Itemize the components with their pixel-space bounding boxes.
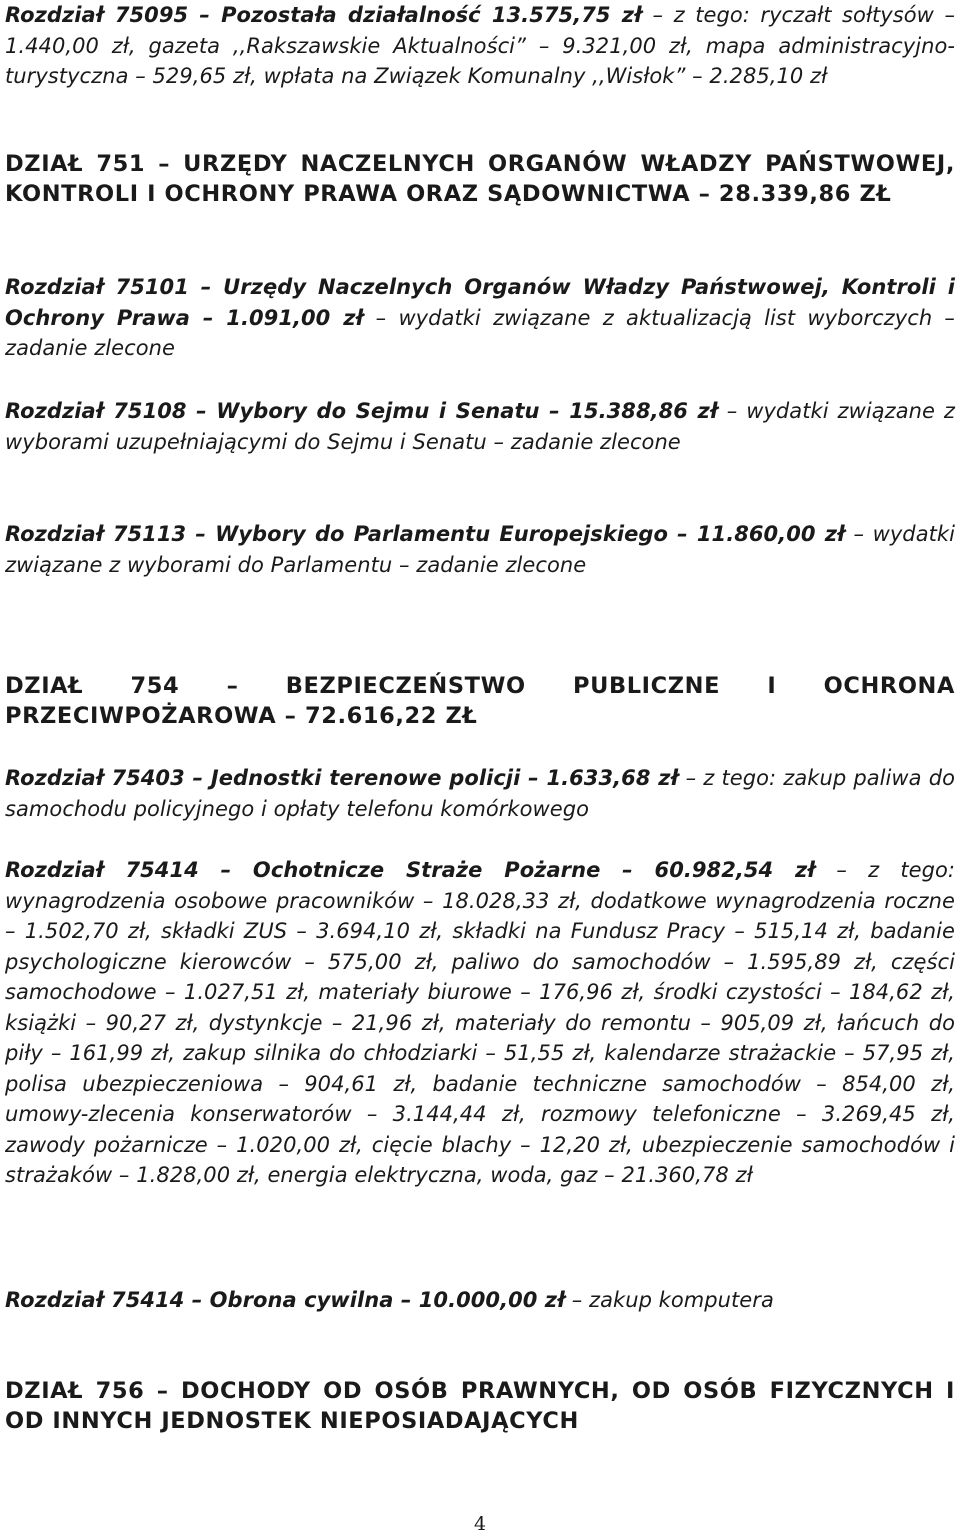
- section-heading: Rozdział 75101 – Urzędy Naczelnych Organów Władzy Państwowej, Kontroli i Ochrony Prawa – 1.091,00 zł: [5, 275, 955, 330]
- dzial-754: [5, 671, 955, 731]
- section-75101: [5, 272, 955, 364]
- page-number: 4: [473, 1513, 487, 1535]
- section-body: – z tego: ryczałt sołtysów – 1.440,00 zł, gazeta ,,Rakszawskie Aktualności” – 9.321,00 zł, mapa administracyjno-turystyczna – 529,65 zł, wpłata na Związek Komunalny ,,Wisłok” – 2.285,10 zł: [5, 3, 955, 88]
- paragraph: [5, 396, 955, 457]
- paragraph: [5, 1285, 955, 1316]
- paragraph: [5, 519, 955, 580]
- section-heading: Rozdział 75403 – Jednostki terenowe policji – 1.633,68 zł: [5, 766, 679, 790]
- paragraph: [5, 763, 955, 824]
- section-body: – wydatki związane z wyborami do Parlamentu – zadanie zlecone: [5, 522, 955, 577]
- paragraph: [5, 855, 955, 1191]
- dzial-heading: DZIAŁ 751 – URZĘDY NACZELNYCH ORGANÓW WŁADZY PAŃSTWOWEJ, KONTROLI I OCHRONY PRAWA ORAZ SĄDOWNICTWA – 28.339,86 ZŁ: [5, 151, 955, 207]
- dzial-heading: DZIAŁ 756 – DOCHODY OD OSÓB PRAWNYCH, OD OSÓB FIZYCZNYCH I OD INNYCH JEDNOSTEK NIEPOSIADAJĄCYCH: [5, 1378, 955, 1434]
- section-75414-obrona: [5, 1285, 955, 1316]
- paragraph: [5, 272, 955, 364]
- section-heading: Rozdział 75414 – Obrona cywilna – 10.000,00 zł: [5, 1288, 565, 1312]
- section-75414: [5, 855, 955, 1191]
- section-75403: [5, 763, 955, 824]
- section-body: – wydatki związane z aktualizacją list wyborczych – zadanie zlecone: [5, 305, 955, 360]
- section-heading: Rozdział 75095 – Pozostała działalność 13.575,75 zł: [5, 3, 642, 27]
- section-body: – z tego: wynagrodzenia osobowe pracowników – 18.028,33 zł, dodatkowe wynagrodzenia roczne – 1.502,70 zł, składki ZUS – 3.694,10 zł, składki na Fundusz Pracy – 515,14 zł, badanie psychologiczne kierowców – 575,00 zł, paliwo do samochodów – 1.595,89 zł, części samochodowe – 1.027,51 zł, materiały biurowe – 176,96 zł, środki czystości – 184,62 zł, książki – 90,27 zł, dystynkcje – 21,96 zł, materiały do remontu – 905,09 zł, łańcuch do piły – 161,99 zł, zakup silnika do chłodziarki – 51,55 zł, kalendarze strażackie – 57,95 zł, polisa ubezpieczeniowa – 904,61 zł, badanie techniczne samochodów – 854,00 zł, umowy-zlecenia konserwatorów – 3.144,44 zł, rozmowy telefoniczne – 3.269,45 zł, zawody pożarnicze – 1.020,00 zł, cięcie blachy – 12,20 zł, ubezpieczenie samochodów i strażaków – 1.828,00 zł, energia elektryczna, woda, gaz – 21.360,78 zł: [5, 858, 955, 1187]
- dzial-heading: DZIAŁ 754 – BEZPIECZEŃSTWO PUBLICZNE I OCHRONA PRZECIWPOŻAROWA – 72.616,22 ZŁ: [5, 673, 955, 729]
- section-body: – zakup komputera: [565, 1288, 774, 1312]
- section-75095: [5, 0, 955, 92]
- section-body: – z tego: zakup paliwa do samochodu policyjnego i opłaty telefonu komórkowego: [5, 766, 955, 821]
- dzial-751: [5, 149, 955, 209]
- dzial-756: [5, 1376, 955, 1436]
- section-heading: Rozdział 75414 – Ochotnicze Straże Pożarne – 60.982,54 zł: [5, 858, 816, 882]
- section-heading: Rozdział 75113 – Wybory do Parlamentu Europejskiego – 11.860,00 zł: [5, 522, 845, 546]
- section-75108: [5, 396, 955, 457]
- section-75113: [5, 519, 955, 580]
- section-heading: Rozdział 75108 – Wybory do Sejmu i Senatu – 15.388,86 zł: [5, 399, 718, 423]
- paragraph: [5, 0, 955, 92]
- section-body: – wydatki związane z wyborami uzupełniającymi do Sejmu i Senatu – zadanie zlecone: [5, 399, 956, 454]
